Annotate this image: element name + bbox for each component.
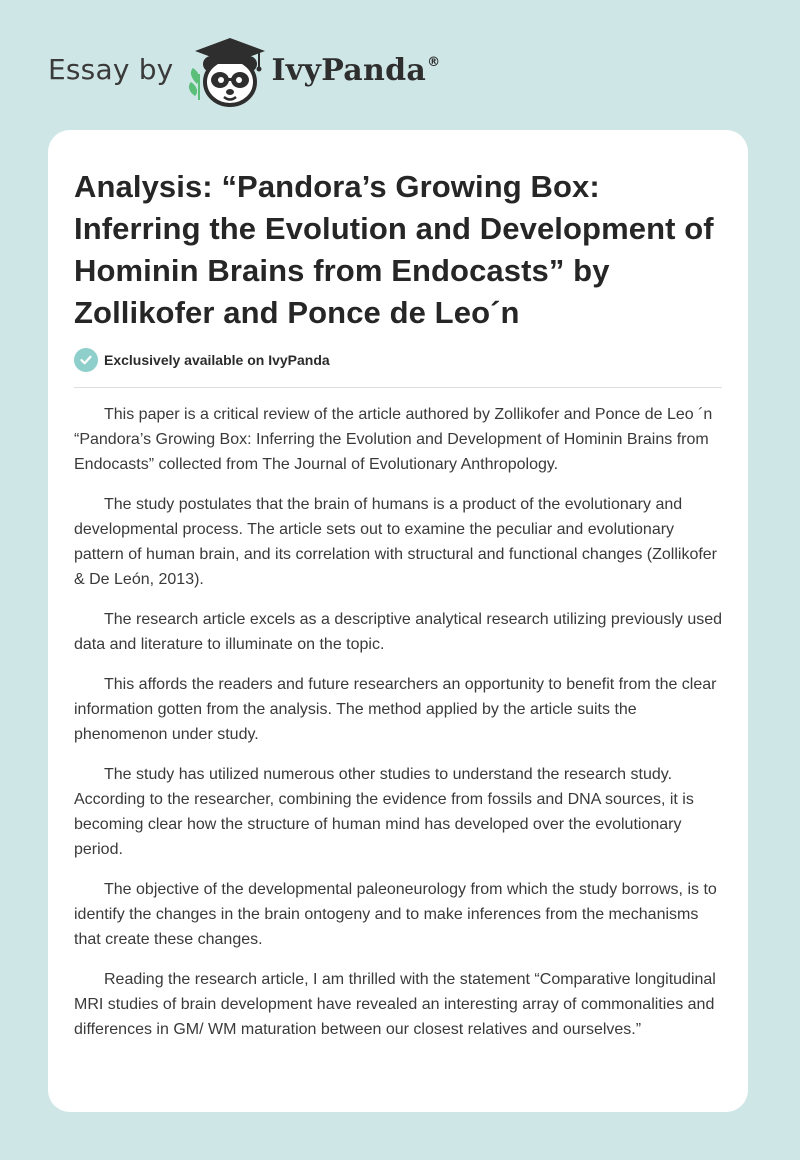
paragraph: The objective of the developmental paleoneurology from which the study borrows, is to identify the changes in the brain ontogeny and to make inferences from the mechanisms that create these changes. — [74, 881, 717, 948]
site-header — [48, 34, 440, 110]
page-title: Analysis: “Pandora’s Growing Box: Inferring the Evolution and Development of Hominin Brains from Endocasts” by Zollikofer and Ponce de Leo´n — [74, 169, 714, 330]
check-icon — [74, 348, 98, 372]
essay-by-label: Essay by — [48, 52, 174, 86]
divider — [74, 387, 722, 388]
panda-logo-icon[interactable] — [183, 34, 267, 110]
paragraph: The study has utilized numerous other studies to understand the research study. According to the researcher, combining the evidence from fossils and DNA sources, it is becoming clear how the structure of human mind has developed over the evolutionary period. — [74, 766, 694, 858]
exclusive-badge — [74, 348, 330, 372]
essay-body — [74, 402, 724, 1057]
paragraph: This affords the readers and future researchers an opportunity to benefit from the clear information gotten from the analysis. The method applied by the article suits the phenomenon under study. — [74, 676, 717, 743]
paragraph: The research article excels as a descriptive analytical research utilizing previously used data and literature to illuminate on the topic. — [74, 611, 723, 653]
paragraph: The study postulates that the brain of humans is a product of the evolutionary and developmental process. The article sets out to examine the peculiar and evolutionary pattern of human brain, and its correlation with structural and functional changes (Zollikofer & De León, 2013). — [74, 496, 718, 588]
brand-name[interactable]: IvyPanda® — [271, 52, 441, 88]
paragraph: Reading the research article, I am thrilled with the statement “Comparative longitudinal MRI studies of brain development have revealed an interesting array of commonalities and differences in GM/ WM maturation between our closest relatives and ourselves.” — [74, 971, 716, 1038]
exclusive-label: Exclusively available on IvyPanda — [104, 352, 330, 368]
essay-card — [48, 130, 748, 1112]
paragraph: This paper is a critical review of the article authored by Zollikofer and Ponce de Leo ´n “Pandora’s Growing Box: Inferring the Evolution and Development of Hominin Brains from Endocasts” collected from The Journal of Evolutionary Anthropology. — [74, 406, 713, 473]
registered-mark: ® — [427, 54, 441, 70]
